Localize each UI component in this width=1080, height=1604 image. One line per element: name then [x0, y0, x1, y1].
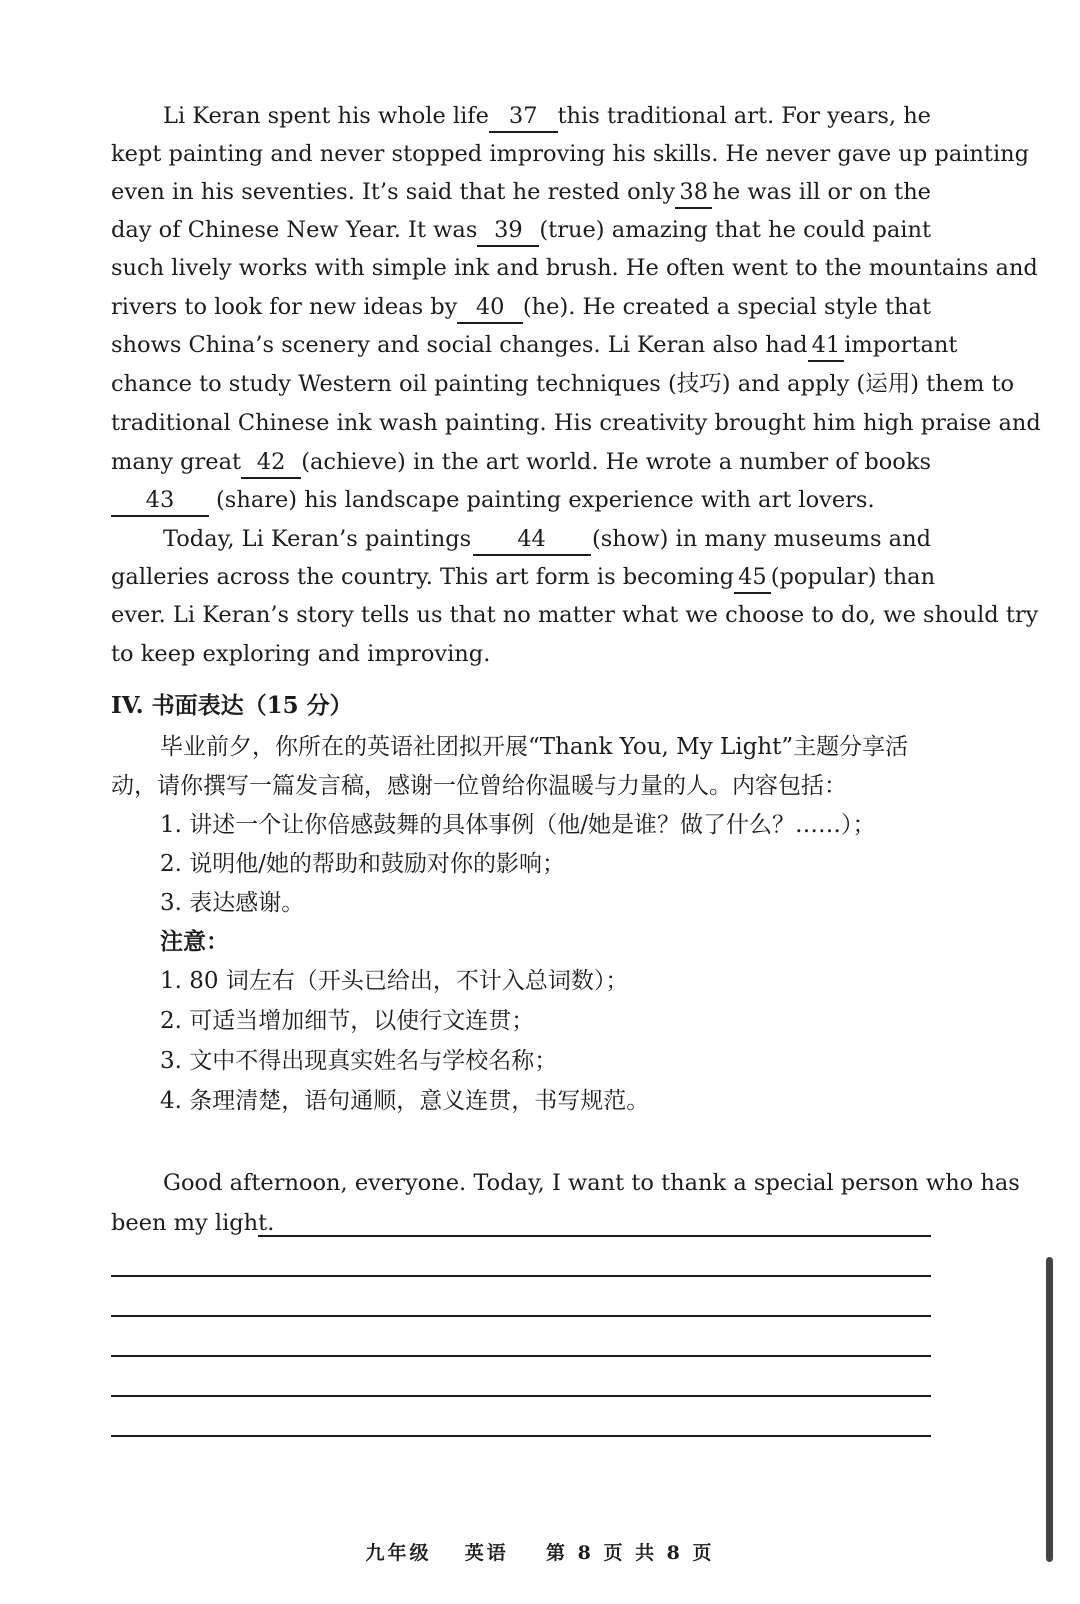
task-intro-line: 动，请你撰写一篇发言稿，感谢一位曾给你温暖与力量的人。内容包括：	[111, 773, 847, 799]
passage-line: even in his seventies. It’s said that he rested only 38 he was ill or on the	[111, 173, 931, 211]
writing-line[interactable]	[111, 1355, 931, 1357]
footer-page-info: 第 8 页 共 8 页	[546, 1542, 715, 1564]
blank-39: 39	[477, 215, 539, 247]
page-footer	[0, 1538, 1080, 1565]
note-item: 2. 可适当增加细节，以使行文连贯；	[160, 1008, 535, 1034]
writing-line[interactable]	[111, 1315, 931, 1317]
writing-line[interactable]	[111, 1275, 931, 1277]
blank-41: 41	[808, 330, 845, 362]
blank-37: 37	[489, 101, 558, 133]
passage-line: Today, Li Keran’s paintings 44 (show) in many museums and	[163, 520, 931, 558]
footer-subject: 英语	[464, 1542, 509, 1564]
blank-44: 44	[473, 524, 591, 556]
passage-line: day of Chinese New Year. It was 39 (true) amazing that he could paint	[111, 211, 931, 249]
writing-line[interactable]	[111, 1435, 931, 1437]
writing-line[interactable]	[111, 1395, 931, 1397]
blank-45: 45	[734, 562, 771, 594]
content-point: 1. 讲述一个让你倍感鼓舞的具体事例（他/她是谁？做了什么？……）；	[160, 812, 876, 838]
passage-line: traditional Chinese ink wash painting. His creativity brought him high praise and	[111, 410, 1041, 436]
scrollbar-thumb[interactable]	[1046, 1257, 1053, 1562]
notes-label: 注意：	[160, 928, 229, 955]
passage-line: chance to study Western oil painting techniques (技巧) and apply (运用) them to	[111, 371, 1015, 397]
content-point: 3. 表达感谢。	[160, 890, 305, 916]
note-item: 4. 条理清楚，语句通顺，意义连贯，书写规范。	[160, 1088, 650, 1114]
passage-line: kept painting and never stopped improving his skills. He never gave up painting	[111, 141, 1030, 167]
passage-line: many great 42 (achieve) in the art world. He wrote a number of books	[111, 443, 931, 481]
passage-line: ever. Li Keran’s story tells us that no matter what we choose to do, we should try	[111, 602, 1039, 628]
passage-line: 43 (share) his landscape painting experience with art lovers.	[111, 481, 931, 519]
essay-opening-line: Good afternoon, everyone. Today, I want to thank a special person who has	[163, 1170, 1020, 1196]
passage-line: to keep exploring and improving.	[111, 641, 491, 667]
blank-42: 42	[241, 447, 301, 479]
blank-43: 43	[111, 485, 209, 517]
writing-line[interactable]	[258, 1235, 931, 1237]
section-heading: IV. 书面表达（15 分）	[111, 692, 353, 719]
note-item: 3. 文中不得出现真实姓名与学校名称；	[160, 1048, 558, 1074]
passage-line: such lively works with simple ink and brush. He often went to the mountains and	[111, 255, 1038, 281]
passage-line: shows China’s scenery and social changes. Li Keran also had 41 important	[111, 326, 931, 364]
note-item: 1. 80 词左右（开头已给出，不计入总词数）；	[160, 968, 629, 994]
passage-line: rivers to look for new ideas by 40 (he). He created a special style that	[111, 288, 931, 326]
content-point: 2. 说明他/她的帮助和鼓励对你的影响；	[160, 851, 566, 877]
blank-38: 38	[675, 177, 712, 209]
blank-40: 40	[457, 292, 523, 324]
footer-grade: 九年级	[365, 1542, 432, 1564]
passage-line: galleries across the country. This art form is becoming 45 (popular) than	[111, 558, 931, 596]
essay-opening-line: been my light.	[111, 1210, 275, 1236]
task-intro-line: 毕业前夕，你所在的英语社团拟开展“Thank You, My Light”主题分享活	[160, 734, 909, 760]
passage-line: Li Keran spent his whole life 37 this traditional art. For years, he	[163, 97, 931, 135]
